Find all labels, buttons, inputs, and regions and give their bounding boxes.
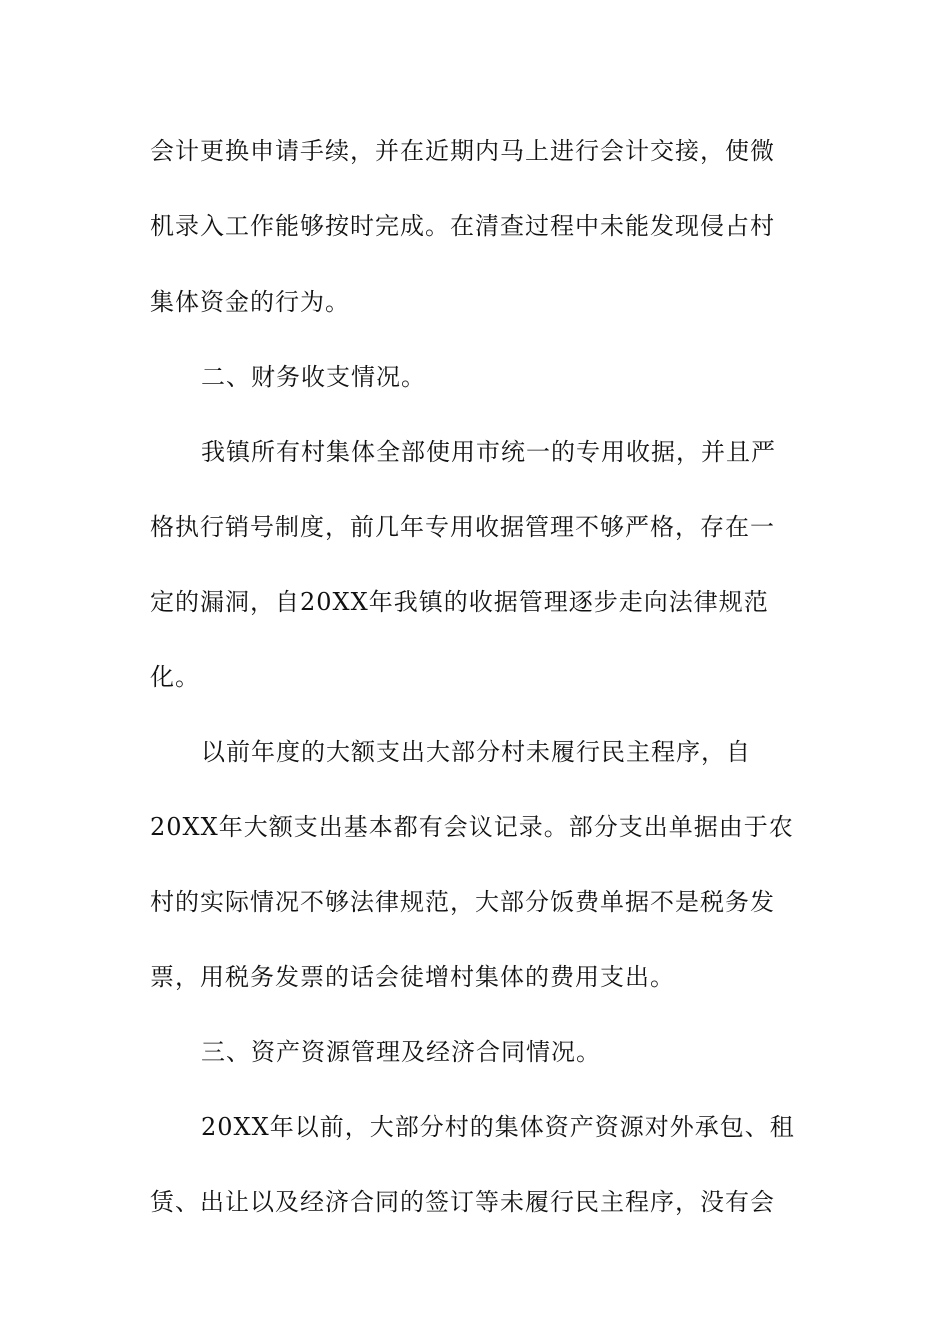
text-line: 村的实际情况不够法律规范，大部分饭费单据不是税务发 — [150, 888, 775, 916]
text-line: 赁、出让以及经济合同的签订等未履行民主程序，没有会 — [150, 1188, 775, 1216]
text-line: 以前年度的大额支出大部分村未履行民主程序，自 — [201, 738, 751, 766]
text-line: 集体资金的行为。 — [150, 288, 350, 316]
text-line: 20XX年大额支出基本都有会议记录。部分支出单据由于农 — [150, 813, 794, 841]
text-line: 格执行销号制度，前几年专用收据管理不够严格，存在一 — [150, 513, 775, 541]
text-line: 20XX年以前，大部分村的集体资产资源对外承包、租 — [201, 1113, 795, 1141]
text-line: 定的漏洞，自20XX年我镇的收据管理逐步走向法律规范 — [150, 588, 769, 616]
text-line: 票，用税务发票的话会徒增村集体的费用支出。 — [150, 963, 675, 991]
text-line: 我镇所有村集体全部使用市统一的专用收据，并且严 — [201, 438, 776, 466]
section-heading: 三、资产资源管理及经济合同情况。 — [201, 1038, 601, 1066]
section-heading: 二、财务收支情况。 — [201, 363, 426, 391]
text-line: 化。 — [150, 663, 200, 691]
text-line: 会计更换申请手续，并在近期内马上进行会计交接，使微 — [150, 137, 775, 165]
text-line: 机录入工作能够按时完成。在清查过程中未能发现侵占村 — [150, 212, 775, 240]
